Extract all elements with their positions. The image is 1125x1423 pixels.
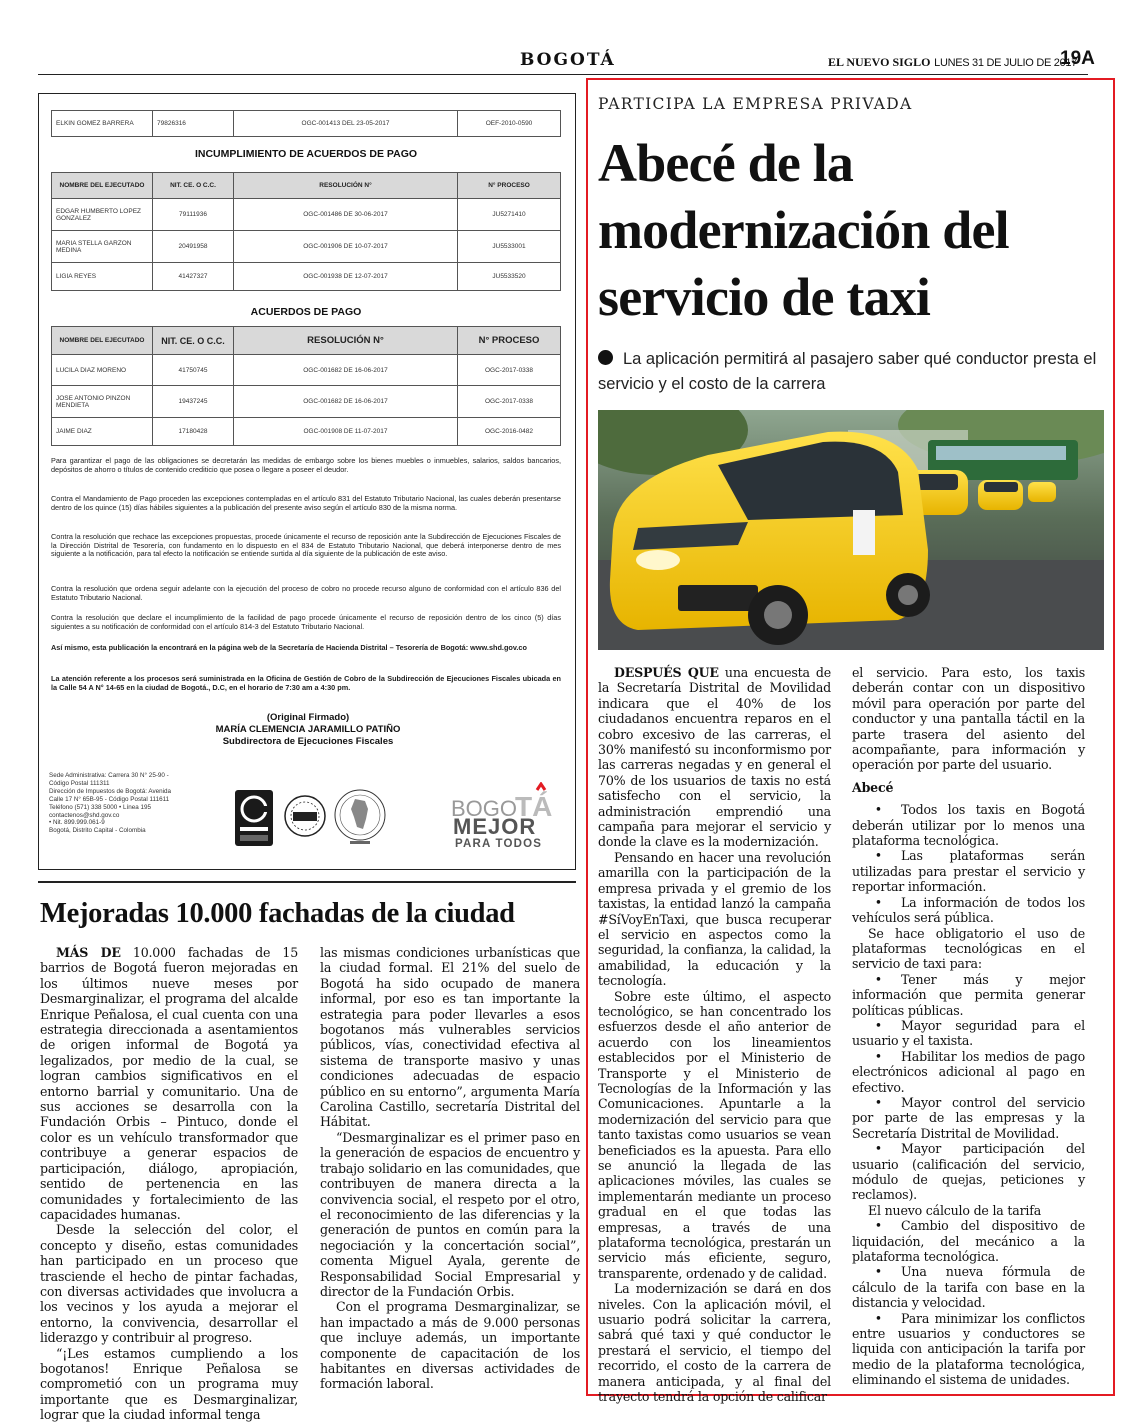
section-rule xyxy=(38,881,576,883)
article-paragraph: “¡Les estamos cumpliendo a los bogotanos! Enrique Peñalosa se comprometió con un programa muy importante que es Desmarginalizar, lograr que la ciudad informal tenga xyxy=(40,1345,298,1423)
contact-line: Dirección de Impuestos de Bogotá: Avenida xyxy=(49,787,172,795)
legal-paragraph: Contra la resolución que rechace las excepciones propuestas, procede únicamente el recurso de reposición ante la Subdirección de Ejecuciones Fiscales de la Dirección Distrital de Tesorería, con fundamento en lo dispuesto en el 834 de Estatuto Tributario Nacional, que deberá interponerse dentro de mes siguiente a la notificación, para tal efecto la notificación se entiende surtida al día siguiente de la publicación de este aviso. xyxy=(51,532,561,559)
main-headline: Abecé de la modernización del servicio de taxi xyxy=(598,133,1009,327)
table-row xyxy=(52,418,561,446)
legal-notice xyxy=(38,93,576,870)
table-cell: 19437245 xyxy=(153,386,234,418)
article-paragraph: el servicio. Para esto, los taxis deberán contar con un dispositivo móvil para operación por parte del conductor y una pantalla táctil en la parte trasera del asiento del acompañante, para información y operación por parte del usuario. xyxy=(852,665,1085,773)
table-cell: OGC-001938 DE 12-07-2017 xyxy=(234,263,458,291)
table-row xyxy=(52,355,561,386)
table-title: INCUMPLIMIENTO DE ACUERDOS DE PAGO xyxy=(194,148,418,160)
signature-block xyxy=(39,712,577,748)
bullet-icon: • xyxy=(874,1141,882,1157)
signatory-name: MARÍA CLEMENCIA JARAMILLO PATIÑO xyxy=(215,724,401,735)
article-summary: La aplicación permitirá al pasajero saber qué conductor presta el servicio y el costo de la carrera xyxy=(598,350,1097,393)
bullet-icon: • xyxy=(874,894,882,910)
table-cell: OGC-2016-0482 xyxy=(458,418,561,446)
table-cell: 79111936 xyxy=(153,199,234,231)
list-item: • Para minimizar los conflictos entre usuarios y conductores se liquida con anticipación la tarifa por medio de la plataforma tecnológica, eliminando el sistema de unidades. xyxy=(852,1310,1085,1388)
table-title: ACUERDOS DE PAGO xyxy=(250,306,362,318)
contact-line: Sede Administrativa: Carrera 30 N° 25-90 - xyxy=(49,772,169,779)
bullet-dot-icon xyxy=(598,350,613,365)
table-row xyxy=(52,263,561,291)
paper-info xyxy=(828,55,1077,70)
contact-line: contactenos@shd.gov.co xyxy=(49,811,120,819)
bullet-icon: • xyxy=(874,1017,882,1033)
list-item: • Tener más y mejor información que permita generar políticas públicas. xyxy=(852,971,1085,1018)
table-cell: JAIME DIAZ xyxy=(52,418,153,446)
iqnet-seal xyxy=(283,794,327,838)
contact-info xyxy=(49,772,219,835)
left-article-column-2 xyxy=(320,945,580,1392)
bullet-icon: • xyxy=(874,1048,882,1064)
table-cell: 17180428 xyxy=(153,418,234,446)
article-paragraph: MÁS DE 10.000 fachadas de 15 barrios de Bogotá fueron mejoradas en los últimos nueve meses por Desmarginalizar, el programa del alcalde Enrique Peñalosa, el cual cuenta con una estrategia direccionada a asentamientos de origen informal de Bogotá ya legalizados, por medio de la cual, se logran cambios significativos en el entorno barrial y comunitario. Una de sus acciones se desarrolla con la Fundación Orbis – Pintuco, donde el color es un vehículo transformador que contribuye a generar espacios de participación, diálogo, apropiación, sentido de pertenencia en las comunidades y fortalecimiento de las capacidades humanas. xyxy=(40,945,299,1222)
section-name: BOGOTÁ xyxy=(520,50,616,70)
iso-certification-seal xyxy=(234,789,274,847)
logo-text-ta: TÁ xyxy=(515,791,553,822)
column-header: N° PROCESO xyxy=(458,173,561,199)
legal-paragraph: La atención referente a los procesos será suministrada en la Oficina de Gestión de Cobro de la Subdirección de Ejecuciones Fiscales ubicada en la Calle 54 A N° 14-65 en la ciudad de Bogotá., D.C, en el horario de 7:30 am a 4:30 pm. xyxy=(51,674,561,692)
colombia-map-seal xyxy=(333,787,387,847)
paper-name: EL NUEVO SIGLO xyxy=(828,55,931,69)
contact-line: Bogotá, Distrito Capital - Colombia xyxy=(49,827,146,835)
table-cell: OGC-2017-0338 xyxy=(458,386,561,418)
bullet-icon: • xyxy=(874,1264,882,1280)
list-item: • La información de todos los vehículos será pública. xyxy=(852,894,1085,926)
column-header: RESOLUCIÓN N° xyxy=(234,173,458,199)
table-cell: 20491958 xyxy=(153,231,234,263)
article-paragraph: Desde la selección del color, el concepto y diseño, estas comunidades han participado en un proceso que trasciende el hecho de pintar fachadas, con diversas actividades que involucra a los vecinos y los ayuda a mejorar el entorno, la convivencia, desarrollar el liderazgo y contribuir al progreso. xyxy=(40,1222,298,1346)
lead-in: MÁS DE xyxy=(56,945,121,960)
column-header: RESOLUCIÓN N° xyxy=(234,327,458,355)
list-item: • Todos los taxis en Bogotá deberán utilizar por lo menos una plataforma tecnológica. xyxy=(852,802,1085,849)
list-item: • Habilitar los medios de pago electrónicos adicional al pago en efectivo. xyxy=(852,1048,1085,1095)
table-cell: OEF-2010-0590 xyxy=(458,111,561,137)
column-header: NOMBRE DEL EJECUTADO xyxy=(52,327,153,355)
table-cell: 79826316 xyxy=(153,111,234,137)
article-paragraph: Se hace obligatorio el uso de plataformas tecnológicas en el servicio de taxi para: xyxy=(852,925,1085,972)
bullet-icon: • xyxy=(874,971,882,987)
table-cell: JOSE ANTONIO PINZON MENDIETA xyxy=(52,386,153,418)
contact-line: Calle 17 N° 65B-95 - Código Postal 111611 xyxy=(49,795,170,803)
bullet-icon: • xyxy=(874,1094,882,1110)
list-item: • Mayor seguridad para el usuario y el taxista. xyxy=(852,1017,1085,1049)
table-cell: 41750745 xyxy=(153,355,234,386)
legal-paragraph: Contra el Mandamiento de Pago proceden las excepciones contempladas en el artículo 831 del Estatuto Tributario Nacional, las cuales deberán presentarse dentro de los quince (15) días hábiles siguientes a la publicación del presente aviso según el artículo 830 de la misma norma. xyxy=(51,494,561,512)
legal-paragraph: Contra la resolución que ordena seguir adelante con la ejecución del proceso de cobro no procede recurso alguno de conformidad con el artículo 836 del Estatuto Tributario Nacional. xyxy=(51,584,561,602)
table-cell: JU5533520 xyxy=(458,263,561,291)
left-article-column-1 xyxy=(40,945,298,1423)
table-cell: OGC-001682 DE 16-06-2017 xyxy=(234,355,458,386)
issue-date: LUNES 31 DE JULIO DE 2017 xyxy=(934,57,1078,69)
table-cell: LUCILA DIAZ MORENO xyxy=(52,355,153,386)
article-kicker: PARTICIPA LA EMPRESA PRIVADA xyxy=(598,95,913,113)
contact-line: Teléfono (571) 338 5000 • Línea 195 xyxy=(49,803,151,811)
payment-agreements-table xyxy=(51,326,561,446)
logo-mejor: MEJOR xyxy=(453,814,537,839)
tariff-heading: El nuevo cálculo de la tarifa xyxy=(868,1202,1042,1218)
right-article-column-1 xyxy=(598,665,831,1405)
table-cell: JU5271410 xyxy=(458,199,561,231)
lead-in: DESPUÉS QUE xyxy=(614,665,719,680)
bullet-icon: • xyxy=(874,848,882,864)
column-header: NOMBRE DEL EJECUTADO xyxy=(52,173,153,199)
signatory-title: Subdirectora de Ejecuciones Fiscales xyxy=(222,736,394,747)
list-item: • Mayor participación del usuario (calificación del servicio, módulo de quejas, peticiones y reclamos). xyxy=(852,1141,1085,1203)
table-cell: OGC-001908 DE 11-07-2017 xyxy=(234,418,458,446)
page-number: 19A xyxy=(1060,48,1095,69)
header-rule xyxy=(38,74,1088,75)
table-cell: JU5533001 xyxy=(458,231,561,263)
logo-text-bogo: BOGO xyxy=(451,796,518,821)
table-cell: OGC-2017-0338 xyxy=(458,355,561,386)
table-cell: OGC-001486 DE 30-06-2017 xyxy=(234,199,458,231)
taxi-photo xyxy=(598,410,1104,650)
table-cell: ELKIN GOMEZ BARRERA xyxy=(52,111,153,137)
table-cell: LIGIA REYES xyxy=(52,263,153,291)
article-paragraph: las mismas condiciones urbanísticas que la ciudad formal. El 21% del suelo de Bogotá ha sido ocupado de manera informal, por eso es tan importante la estrategia para poder llevarles a esos bogotanos más vulnerables servicios públicos, vías, conectividad efectiva al sistema de transporte masivo y unas condiciones adecuadas de espacio público en su entorno”, argumenta María Carolina Castillo, secretaría Distrital del Hábitat. xyxy=(320,945,580,1130)
table-row xyxy=(52,199,561,231)
signature-note: (Original Firmado) xyxy=(266,712,350,723)
logo-para-todos: PARA TODOS xyxy=(455,838,543,850)
table-cell: OGC-001682 DE 16-06-2017 xyxy=(234,386,458,418)
notice-top-table xyxy=(51,110,561,137)
list-item: • Las plataformas serán utilizadas para prestar el servicio y reportar información. xyxy=(852,848,1085,895)
list-item: • Cambio del dispositivo de liquidación, del mecánico a la plataforma tecnológica. xyxy=(852,1218,1085,1265)
table-cell: EDGAR HUMBERTO LOPEZ GONZALEZ xyxy=(52,199,153,231)
article-paragraph: La modernización se dará en dos niveles. Con la aplicación móvil, el usuario podrá solicitar la carrera, sabrá qué taxi y qué conductor le prestará el servicio, el tiempo del recorrido, el costo de la carrera de manera anticipada, y al final del trayecto tendrá la opción de calificar xyxy=(598,1281,831,1405)
column-header: NIT. CE. O C.C. xyxy=(153,327,234,355)
contact-line: Código Postal 111311 xyxy=(49,779,110,787)
contact-line: • Nit. 899.999.061-9 xyxy=(49,819,105,827)
table-row xyxy=(52,386,561,418)
legal-paragraph: Contra la resolución que declare el incumplimiento de la facilidad de pago procede únicamente el recurso de reposición dentro de los cinco (5) días siguientes a su notificación de conformidad con el artículo 814-3 del Estatuto Tributario Nacional. xyxy=(51,613,561,631)
column-header: NIT. CE. O C.C. xyxy=(153,173,234,199)
legal-paragraph: Para garantizar el pago de las obligaciones se decretarán las medidas de embargo sobre los bienes muebles o inmuebles, salarios, saldos bancarios, depósitos de ahorro o títulos de contenido crediticio que posea o llegare a poseer el deudor. xyxy=(51,456,561,474)
table-cell: OGC-001413 DEL 23-05-2017 xyxy=(234,111,458,137)
article-paragraph: Con el programa Desmarginalizar, se han impactado a más de 9.000 personas que incluye además, un importante componente de capacitación de los habitantes en diversas actividades de formación laboral. xyxy=(320,1299,580,1392)
table-cell: OGC-001906 DE 10-07-2017 xyxy=(234,231,458,263)
table-row xyxy=(52,231,561,263)
bullet-icon: • xyxy=(874,802,882,818)
article-paragraph: DESPUÉS QUE una encuesta de la Secretaría Distrital de Movilidad indicara que el 40% de los ciudadanos encuentra reparos en el cobro excesivo de las carreras, el 30% manifestó su inconformismo por las carreras negadas y en general el 70% de los usuarios de taxis no está satisfecho con el servicio, la administración emprendió una campaña para mejorar el servicio y donde la clave es la modernización. xyxy=(598,665,831,850)
table-cell: 41427327 xyxy=(153,263,234,291)
table-cell: MARIA STELLA GARZON MEDINA xyxy=(52,231,153,263)
payment-default-table xyxy=(51,172,561,291)
legal-paragraph: Así mismo, esta publicación la encontrará en la página web de la Secretaría de Hacienda Distrital – Tesorería de Bogotá: www.shd.gov.co xyxy=(51,643,527,652)
list-item: • Una nueva fórmula de cálculo de la tarifa con base en la distancia y velocidad. xyxy=(852,1264,1085,1311)
right-article-column-2 xyxy=(852,665,1085,1388)
article-paragraph: “Desmarginalizar es el primer paso en la generación de espacios de encuentro y trabajo solidario en las comunidades, que contribuyen de manera directa a la convivencia social, el respeto por el otro, el reconocimiento de las diferencias y la generación de puntos en común para la negociación y la concertación social”, comenta Miguel Ayala, gerente de Responsabilidad Social Empresarial y director de la Fundación Orbis. xyxy=(320,1129,580,1299)
column-header: N° PROCESO xyxy=(458,327,561,355)
left-article-headline: Mejoradas 10.000 fachadas de la ciudad xyxy=(40,898,515,929)
article-paragraph: Pensando en hacer una revolución amarilla con la participación de la empresa privada y el gremio de los taxistas, la entidad lanzó la campaña #SíVoyEnTaxi, que busca recuperar el servicio en aspectos como la seguridad, la confianza, la calidad, la amabilidad, la educación y la tecnología. xyxy=(598,849,831,989)
bullet-icon: • xyxy=(874,1310,882,1326)
bullet-icon: • xyxy=(874,1218,882,1234)
list-item: • Mayor control del servicio por parte de las empresas y la Secretaría Distrital de Movilidad. xyxy=(852,1094,1085,1141)
article-paragraph: Sobre este último, el aspecto tecnológico, se han concentrado los esfuerzos desde el año anterior de acuerdo con los lineamientos establecidos por el Ministerio de Transporte y el Ministerio de Tecnologías de la Información y las Comunicaciones. Apuntarle a la modernización del servicio para que tanto taxistas como usuarios se vean beneficiados es la apuesta. Para ello se anunció la llegada de las aplicaciones móviles, las cuales se implementarán mediante un proceso gradual en el que todas las empresas, a través de una plataforma tecnológica, prestarán un servicio más eficiente, seguro, transparente, ordenado y de calidad. xyxy=(598,988,831,1281)
abece-subhead: Abecé xyxy=(852,779,894,795)
